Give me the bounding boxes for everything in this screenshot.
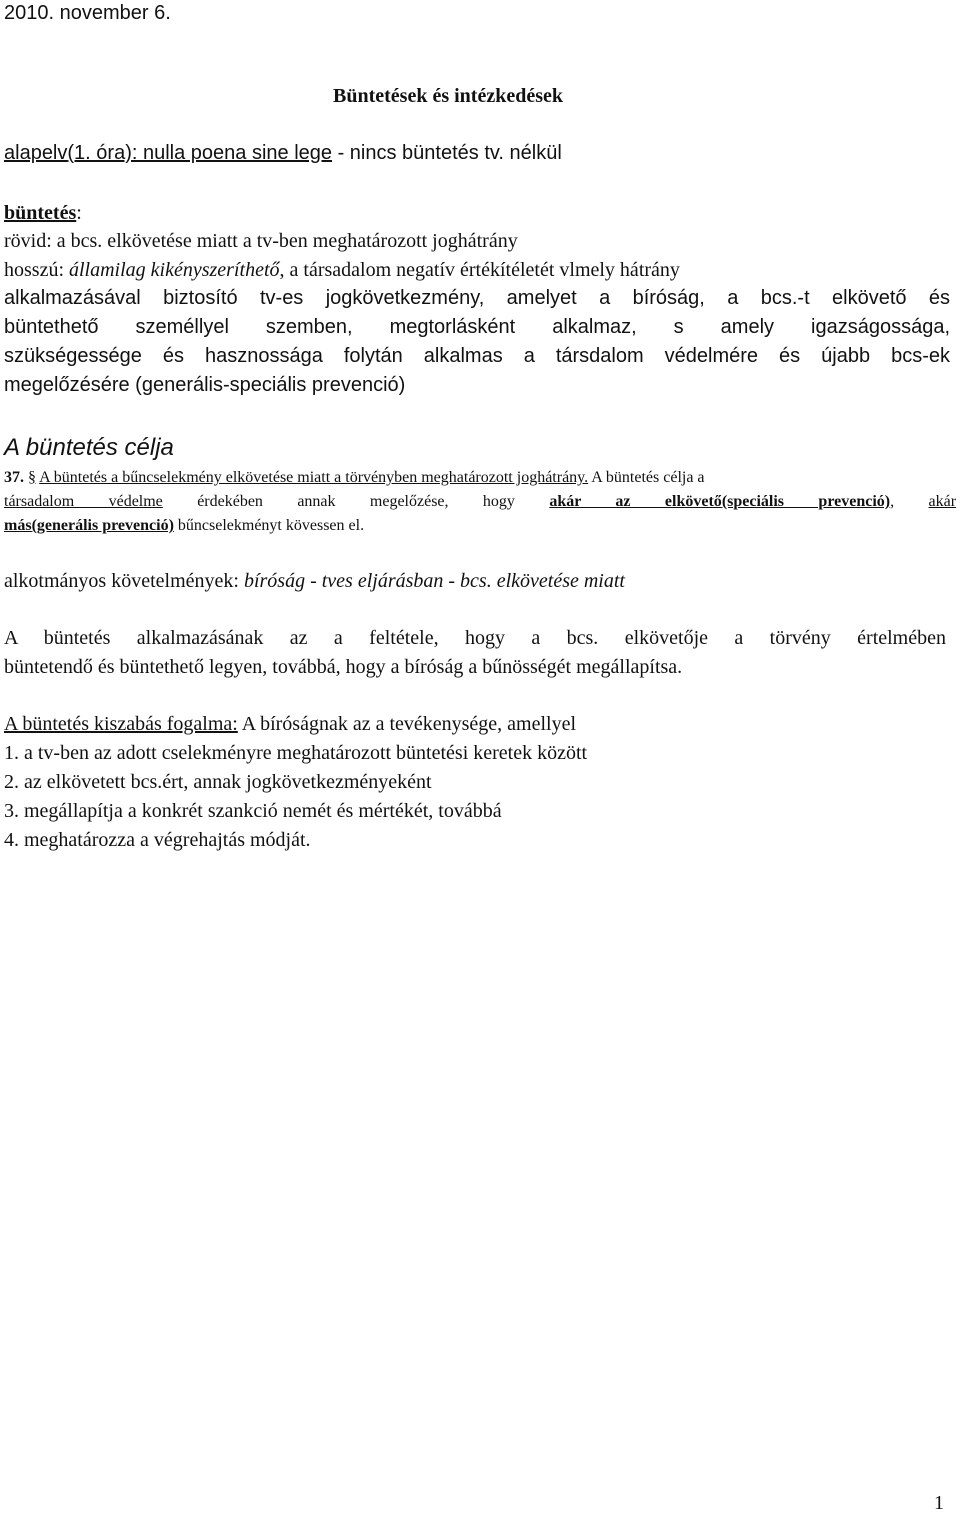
- punishment-long-rest: , a társadalom negatív értékítéletét vlmely hátrány: [279, 259, 680, 281]
- punishment-line4: büntethető személlyel szemben, megtorlásként alkalmaz, s amely igazságossága,: [4, 316, 950, 338]
- purpose-num: 37.: [4, 469, 24, 486]
- page-number: 1: [934, 1492, 944, 1514]
- principle-line: [4, 142, 562, 165]
- purpose-society-link[interactable]: társadalom védelme: [4, 493, 163, 510]
- purpose-law-link[interactable]: A büntetés a bűncselekmény elkövetése miatt a törvényben meghatározott joghátrány.: [39, 469, 589, 486]
- sentencing-item: 3. megállapítja a konkrét szankció nemét és mértékét, továbbá: [4, 800, 502, 822]
- punishment-line5: szükségessége és hasznossága folytán alkalmas a társdalom védelmére és újabb bcs-ek: [4, 345, 950, 367]
- principle-label[interactable]: alapelv: [4, 142, 68, 164]
- punishment-heading: [4, 202, 82, 225]
- punishment-long-line1: [4, 259, 680, 282]
- sentencing-item: 4. meghatározza a végrehajtás módját.: [4, 829, 311, 851]
- punishment-heading-link[interactable]: büntetés: [4, 202, 77, 224]
- page-title: Büntetések és intézkedések: [333, 85, 563, 107]
- punishment-heading-colon: :: [76, 202, 82, 224]
- punishment-long-italic: államilag kikényszeríthető: [69, 259, 280, 281]
- purpose-line3-rest: bűncselekményt kövessen el.: [173, 517, 365, 534]
- section-sign-link[interactable]: §: [28, 469, 36, 486]
- punishment-long-prefix: hosszú:: [4, 259, 69, 281]
- punishment-short: rövid: a bcs. elkövetése miatt a tv-ben meghatározott joghátrány: [4, 230, 518, 252]
- purpose-line1: [4, 469, 950, 487]
- punishment-line3: alkalmazásával biztosító tv-es jogkövetkezmény, amelyet a bíróság, a bcs.-t elkövető és: [4, 287, 950, 309]
- principle-desc: - nincs büntetés tv. nélkül: [332, 142, 562, 164]
- condition-line2: büntetendő és büntethető legyen, továbbá, hogy a bíróság a bűnösségét megállapítsa.: [4, 656, 683, 678]
- sentencing-line: [4, 713, 576, 736]
- constitutional-line: [4, 570, 625, 593]
- constitutional-prefix: alkotmányos követelmények:: [4, 570, 244, 592]
- purpose-line2-sep: ,: [890, 493, 929, 510]
- purpose-akar-link[interactable]: akár: [928, 493, 957, 510]
- sentencing-label: A büntetés kiszabás fogalma:: [4, 713, 238, 735]
- purpose-special-link-a[interactable]: akár az elkövető: [549, 493, 722, 510]
- purpose-line3: [4, 517, 364, 535]
- purpose-line1-rest: A büntetés célja a: [588, 469, 705, 486]
- punishment-line6: megelőzésére (generális-speciális prevenció): [4, 374, 406, 396]
- purpose-line2: [4, 493, 956, 511]
- sentencing-item: 2. az elkövetett bcs.ért, annak jogkövetkezményeként: [4, 771, 432, 793]
- condition-line1: A büntetés alkalmazásának az a feltétele, hogy a bcs. elkövetője a törvény értelmében: [4, 627, 946, 649]
- purpose-heading: A büntetés célja: [4, 434, 174, 461]
- purpose-line2-mid: érdekében annak megelőzése, hogy: [162, 493, 550, 510]
- sentencing-item: 1. a tv-ben az adott cselekményre meghatározott büntetési keretek között: [4, 742, 588, 764]
- sentencing-text: A bíróságnak az a tevékenysége, amellyel: [237, 713, 577, 735]
- purpose-special-link-b[interactable]: (speciális prevenció): [721, 493, 891, 510]
- purpose-general-link[interactable]: (generális prevenció): [31, 517, 174, 534]
- purpose-mas-link[interactable]: más: [4, 517, 32, 534]
- principle-latin[interactable]: (1. óra): nulla poena sine lege: [67, 142, 333, 164]
- header-date: 2010. november 6.: [4, 2, 171, 24]
- constitutional-italic: bíróság - tves eljárásban - bcs. elkövetése miatt: [243, 570, 625, 592]
